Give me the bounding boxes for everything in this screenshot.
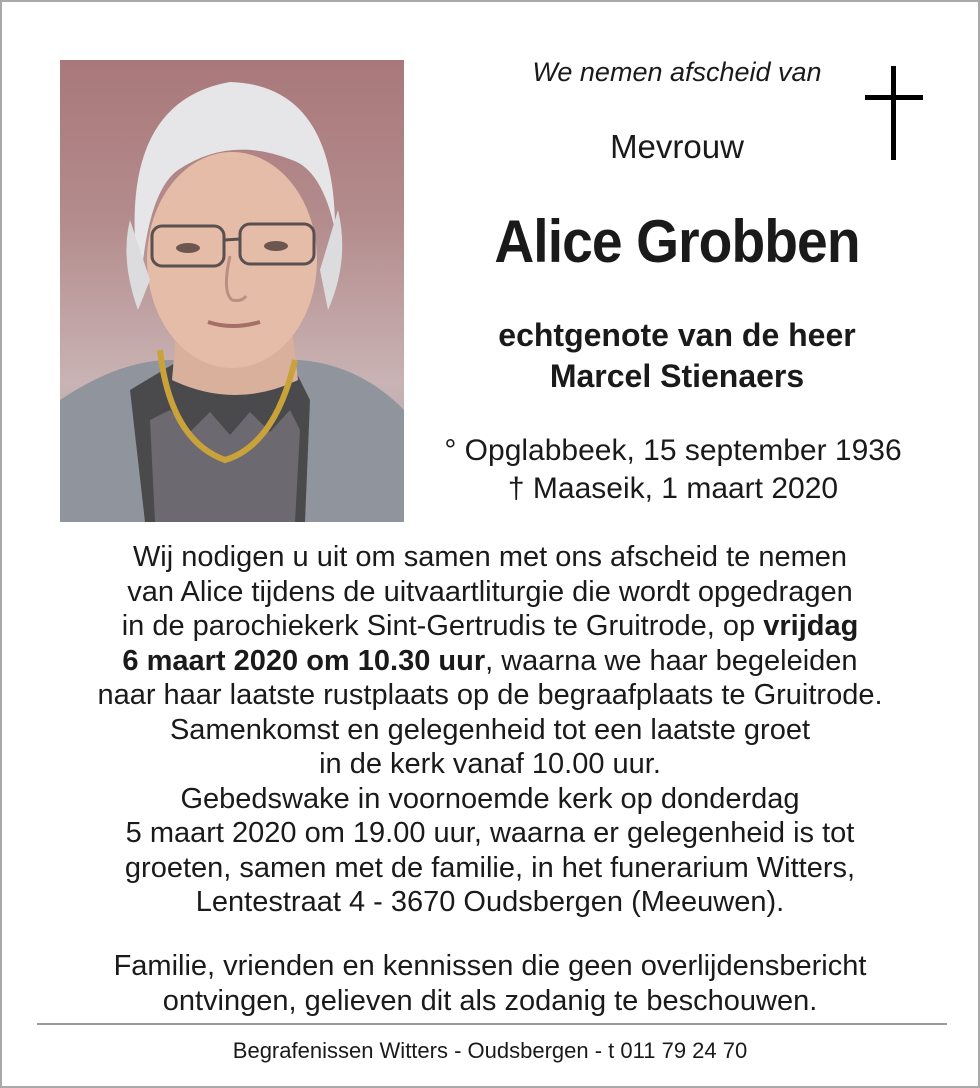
- death-date: † Maaseik, 1 maart 2020: [507, 472, 839, 505]
- closing-text: [32, 949, 948, 1018]
- funeral-home-footer: Begrafenissen Witters - Oudsbergen - t 011 79 24 70: [232, 1038, 748, 1063]
- spouse-line-2: Marcel Stienaers: [549, 358, 805, 394]
- invitation-line: [32, 609, 948, 644]
- invitation-line: Samenkomst en gelegenheid tot een laatste groet: [169, 713, 811, 746]
- funeral-datetime: 6 maart 2020 om 10.30 uur: [122, 644, 486, 677]
- life-dates: [427, 432, 919, 508]
- spouse-info: [432, 315, 922, 397]
- invitation-line: groeten, samen met de familie, in het funerarium Witters,: [124, 851, 856, 884]
- invitation-line-part: in de parochiekerk Sint-Gertrudis te Gruitrode, op: [121, 610, 764, 642]
- closing-line: ontvingen, gelieven dit als zodanig te beschouwen.: [162, 984, 818, 1017]
- funeral-day: vrijdag: [763, 610, 859, 642]
- deceased-name: Alice Grobben: [494, 208, 860, 275]
- intro-text: We nemen afscheid van: [532, 57, 822, 87]
- invitation-line: Wij nodigen u uit om samen met ons afscheid te nemen: [132, 541, 848, 573]
- spouse-line-1: echtgenote van de heer: [498, 317, 856, 353]
- portrait-photo: [60, 60, 404, 522]
- invitation-line: naar haar laatste rustplaats op de begraafplaats te Gruitrode.: [97, 679, 883, 711]
- invitation-line-part: , waarna we haar begeleiden: [485, 644, 858, 677]
- invitation-line: Lentestraat 4 - 3670 Oudsbergen (Meeuwen).: [195, 886, 785, 918]
- divider: [37, 1023, 947, 1025]
- honorific: Mevrouw: [610, 128, 744, 165]
- birth-date: ° Opglabbeek, 15 september 1936: [444, 434, 902, 467]
- invitation-line: 5 maart 2020 om 19.00 uur, waarna er gelegenheid is tot: [125, 817, 855, 849]
- invitation-line: van Alice tijdens de uitvaartliturgie die wordt opgedragen: [127, 575, 853, 608]
- invitation-line: [32, 644, 948, 679]
- invitation-line: Gebedswake in voornoemde kerk op donderdag: [180, 782, 800, 815]
- invitation-text: [32, 540, 948, 920]
- invitation-line: in de kerk vanaf 10.00 uur.: [319, 748, 661, 780]
- closing-line: Familie, vrienden en kennissen die geen overlijdensbericht: [113, 950, 867, 982]
